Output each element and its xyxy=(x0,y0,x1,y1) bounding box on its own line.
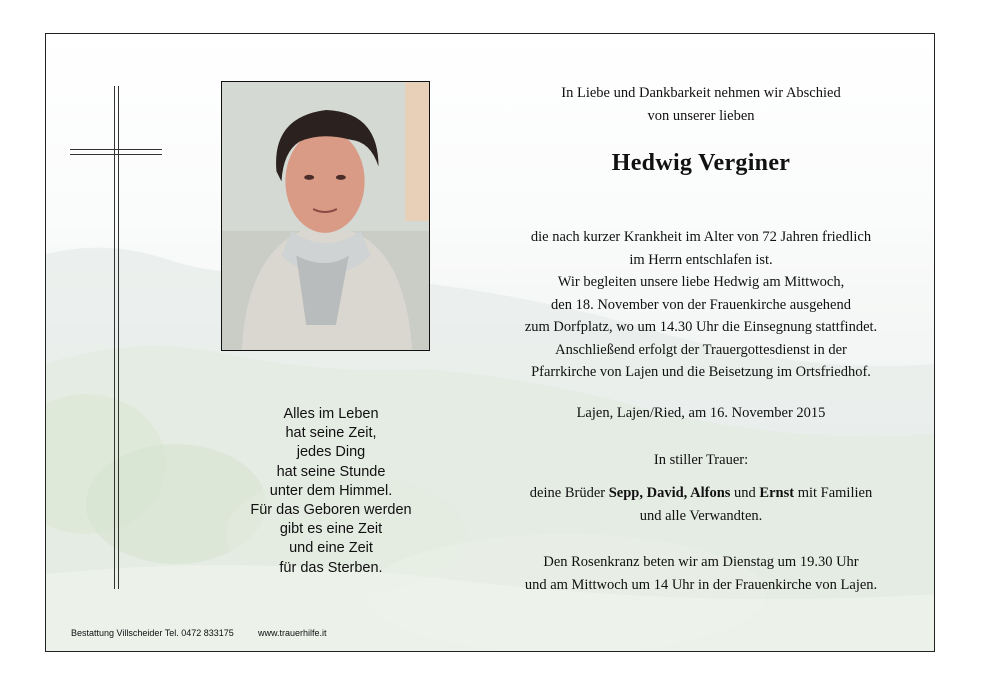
intro-line: von unserer lieben xyxy=(647,107,755,124)
funeral-home-contact: Bestattung Villscheider Tel. 0472 833175 xyxy=(71,628,234,638)
announcement-line: Pfarrkirche von Lajen und die Beisetzung im Ortsfriedhof. xyxy=(531,364,871,380)
deceased-name: Hedwig Verginer xyxy=(611,150,791,176)
cross-icon-bar xyxy=(70,154,162,155)
rosary-line: und am Mittwoch um 14 Uhr in der Frauenkirche von Lajen. xyxy=(524,576,878,593)
poem-line: hat seine Zeit, xyxy=(285,425,377,442)
website-link[interactable]: www.trauerhilfe.it xyxy=(258,628,327,638)
cross-icon xyxy=(114,86,115,589)
mourner-names: Sepp, David, Alfons xyxy=(608,485,731,501)
intro-line: In Liebe und Dankbarkeit nehmen wir Abschied xyxy=(561,85,841,101)
rosary-info xyxy=(491,551,911,596)
mourners-line xyxy=(491,482,911,505)
poem-line: Für das Geboren werden xyxy=(250,502,412,519)
poem-line: gibt es eine Zeit xyxy=(279,521,383,538)
poem-line: für das Sterben. xyxy=(279,559,383,576)
announcement-line: den 18. November von der Frauenkirche ausgehend xyxy=(551,296,851,313)
parte-card xyxy=(45,33,935,652)
announcement-line: Anschließend erfolgt der Trauergottesdienst in der xyxy=(555,341,847,358)
announcement-line: Wir begleiten unsere liebe Hedwig am Mittwoch, xyxy=(557,274,845,290)
mourners-line: und alle Verwandten. xyxy=(639,507,763,524)
poem-line: und eine Zeit xyxy=(289,540,373,557)
mourners-list xyxy=(491,482,911,527)
announcement-line: im Herrn entschlafen ist. xyxy=(629,251,773,268)
poem-line: unter dem Himmel. xyxy=(269,482,393,499)
poem xyxy=(216,405,446,578)
portrait-photo xyxy=(221,81,430,351)
rosary-line: Den Rosenkranz beten wir am Dienstag um 19.30 Uhr xyxy=(543,554,859,570)
announcement-line: zum Dorfplatz, wo um 14.30 Uhr die Einsegnung stattfindet. xyxy=(524,319,878,335)
poem-line: jedes Ding xyxy=(296,444,366,461)
poem-line: hat seine Stunde xyxy=(276,463,386,480)
place-date: Lajen, Lajen/Ried, am 16. November 2015 xyxy=(576,405,826,421)
mourners-suffix: mit Familien xyxy=(794,485,873,501)
mourners-joiner: und xyxy=(730,485,760,501)
mourner-name: Ernst xyxy=(759,485,795,501)
cross-icon-bar xyxy=(70,149,162,150)
mourners-prefix: deine Brüder xyxy=(529,485,609,501)
announcement-text xyxy=(491,226,911,384)
announcement-line: die nach kurzer Krankheit im Alter von 72 Jahren friedlich xyxy=(530,229,872,245)
poem-line: Alles im Leben xyxy=(283,406,379,422)
intro-text xyxy=(491,82,911,127)
mourning-title: In stiller Trauer: xyxy=(653,452,749,468)
cross-icon-line xyxy=(118,86,119,589)
